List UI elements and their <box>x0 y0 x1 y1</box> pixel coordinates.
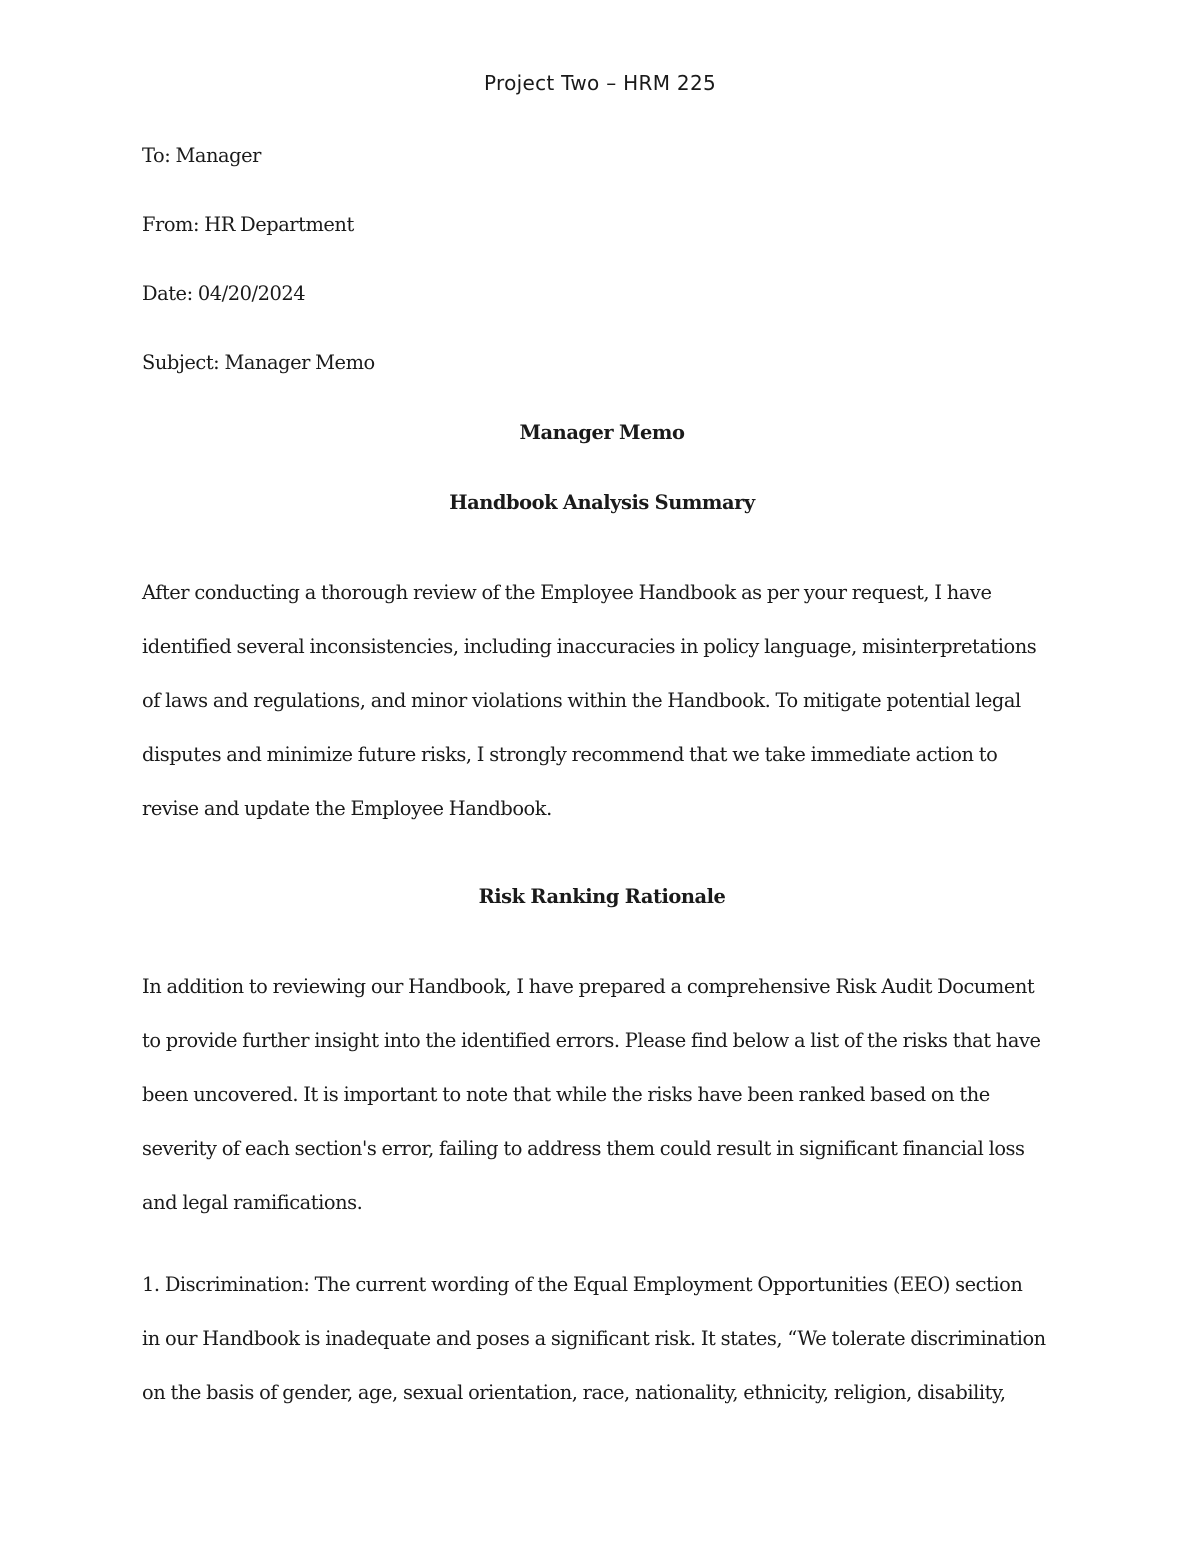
paragraph-line: identified several inconsistencies, including inaccuracies in policy language, misinterpretations <box>142 635 1037 658</box>
paragraph-line: and legal ramifications. <box>142 1191 363 1214</box>
paragraph-line: to provide further insight into the identified errors. Please find below a list of the risks that have <box>142 1029 1041 1052</box>
risk-paragraph <box>142 960 1062 1230</box>
paragraph-line: revise and update the Employee Handbook. <box>142 797 552 820</box>
discrimination-paragraph <box>142 1258 1062 1420</box>
paragraph-line: disputes and minimize future risks, I strongly recommend that we take immediate action to <box>142 743 998 766</box>
paragraph-line: in our Handbook is inadequate and poses a significant risk. It states, “We tolerate discrimination <box>142 1327 1046 1350</box>
paragraph-line: been uncovered. It is important to note that while the risks have been ranked based on the <box>142 1083 990 1106</box>
memo-body <box>142 140 1062 1420</box>
memo-title: Manager Memo <box>519 421 685 444</box>
paragraph-line: After conducting a thorough review of the Employee Handbook as per your request, I have <box>142 581 992 604</box>
paragraph-line: on the basis of gender, age, sexual orientation, race, nationality, ethnicity, religion, disability, <box>142 1381 1006 1404</box>
summary-heading: Handbook Analysis Summary <box>449 491 755 514</box>
risk-heading: Risk Ranking Rationale <box>478 885 726 908</box>
paragraph-line: 1. Discrimination: The current wording of the Equal Employment Opportunities (EEO) section <box>142 1273 1023 1296</box>
paragraph-line: severity of each section's error, failing to address them could result in significant financial loss <box>142 1137 1025 1160</box>
paragraph-line: In addition to reviewing our Handbook, I have prepared a comprehensive Risk Audit Document <box>142 975 1035 998</box>
memo-subject: Subject: Manager Memo <box>142 351 375 374</box>
summary-paragraph <box>142 566 1062 836</box>
memo-date: Date: 04/20/2024 <box>142 282 306 305</box>
page-header: Project Two – HRM 225 <box>483 71 717 95</box>
memo-to: To: Manager <box>142 144 261 167</box>
memo-from: From: HR Department <box>142 213 354 236</box>
paragraph-line: of laws and regulations, and minor violations within the Handbook. To mitigate potential legal <box>142 689 1021 712</box>
